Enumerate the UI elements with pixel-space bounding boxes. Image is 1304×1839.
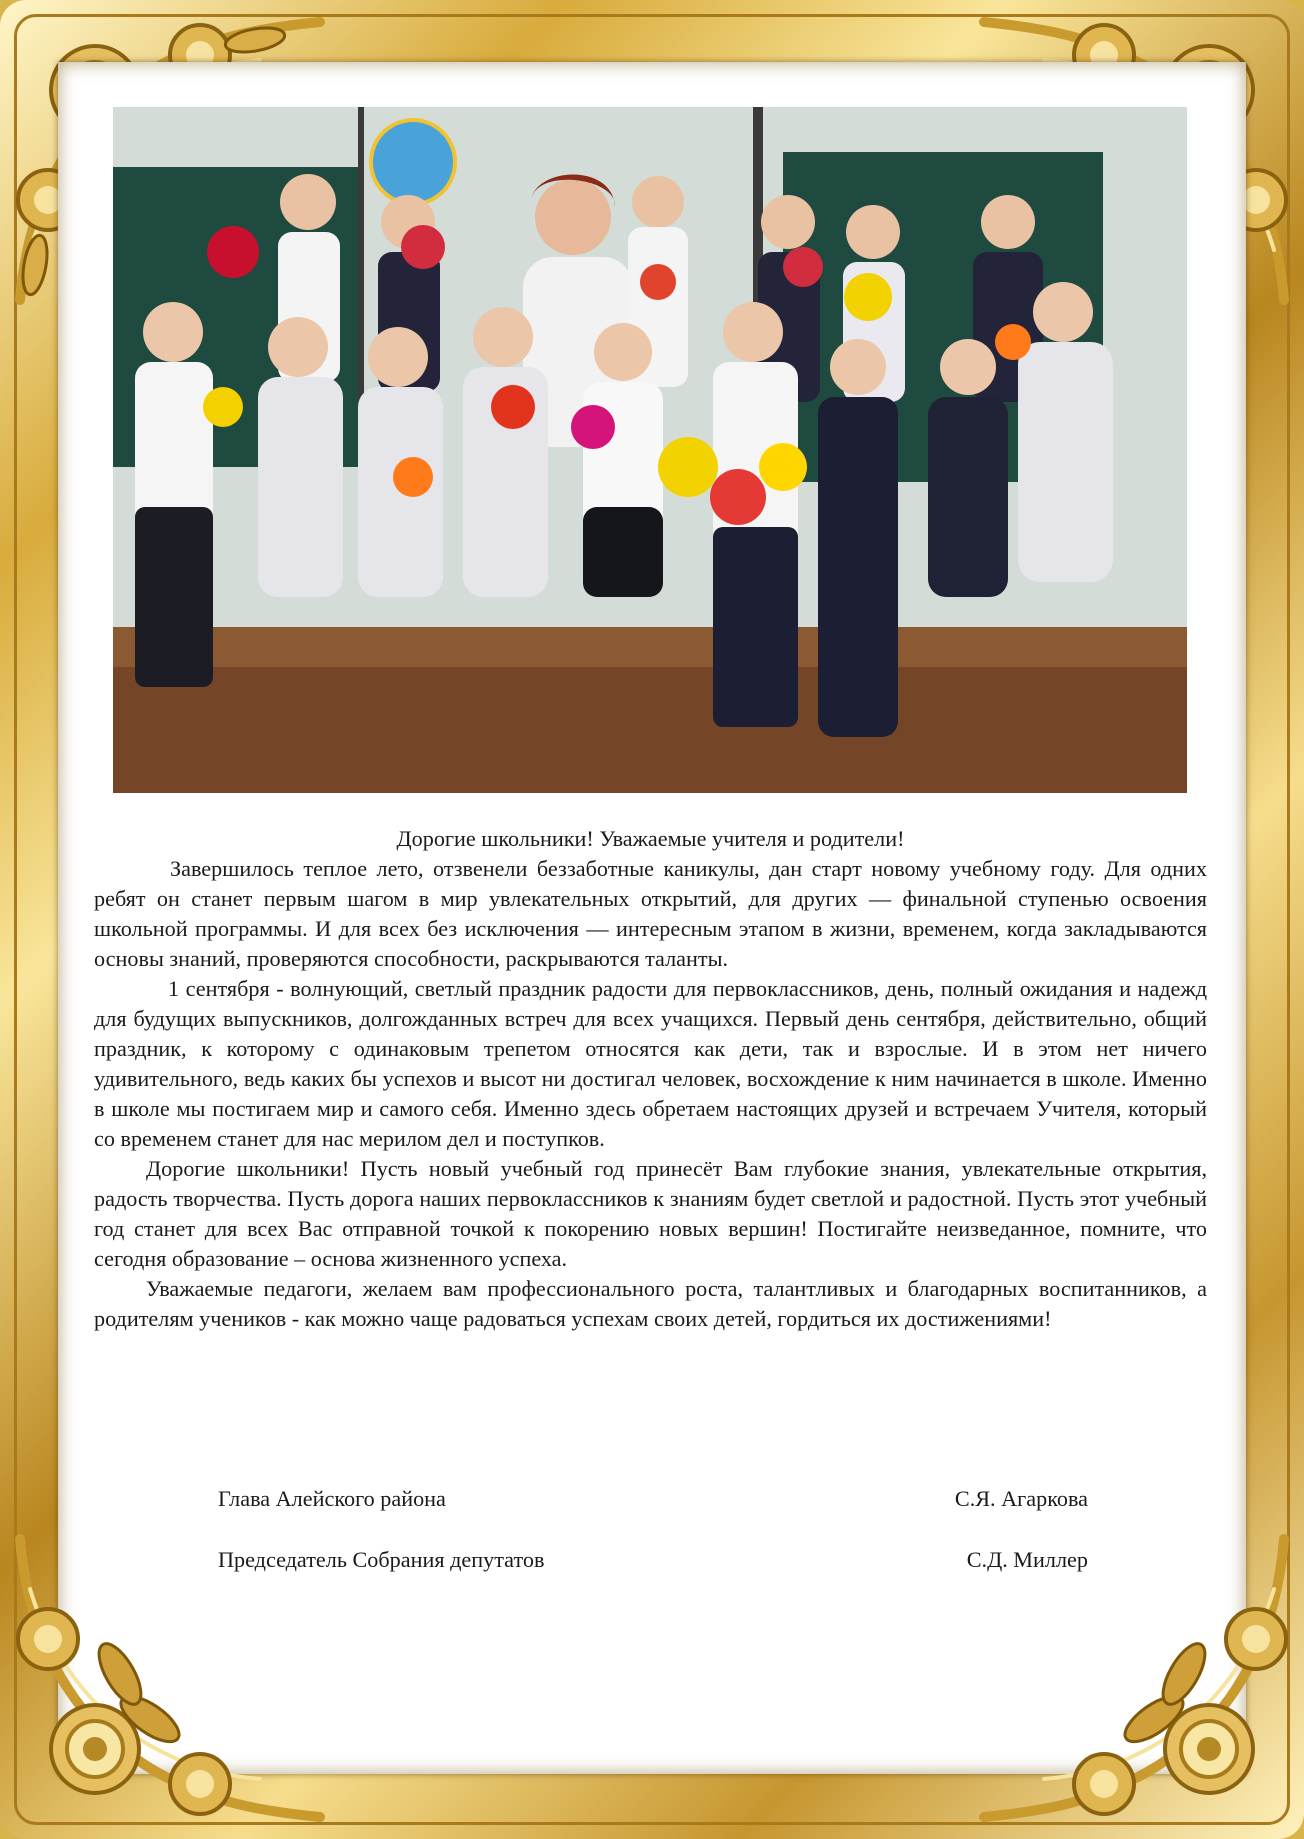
- class-photo-illustration: [113, 107, 1187, 793]
- signature-name: С.Д. Миллер: [966, 1547, 1088, 1572]
- letter-paragraph: Дорогие школьники! Пусть новый учебный год принесёт Вам глубокие знания, увлекательные открытия, радость творчества. Пусть дорога наших первоклассников к знаниям будет светлой и радостной. Пусть этот учебный год станет для всех Вас отправной точкой к покорению новых вершин! Постигайте неизведанное, помните, что сегодня образование – основа жизненного успеха.: [94, 1156, 1207, 1271]
- signature-role: Председатель Собрания депутатов: [218, 1547, 545, 1572]
- signature-name: С.Я. Агаркова: [954, 1486, 1088, 1511]
- letter-paragraph: Уважаемые педагоги, желаем вам профессионального роста, талантливых и благодарных воспитанников, а родителям учеников - как можно чаще радоваться успехам своих детей, гордиться их достижениями!: [94, 1276, 1207, 1331]
- class-photo: [113, 107, 1187, 793]
- signature-role: Глава Алейского района: [218, 1486, 446, 1511]
- letter-greeting: Дорогие школьники! Уважаемые учителя и родители!: [396, 826, 905, 851]
- letter-paragraph: 1 сентября - волнующий, светлый праздник радости для первоклассников, день, полный ожидания и надежд для будущих выпускников, долгожданных встреч для всех учащихся. Первый день сентября, действительно, общий праздник, к которому с одинаковым трепетом относятся как дети, так и взрослые. И в этом нет ничего удивительного, ведь каких бы успехов и высот ни достигал человек, восхождение к ним начинается в школе. Именно в школе мы постигаем мир и самого себя. Именно здесь обретаем настоящих друзей и встречаем Учителя, который со временем станет для нас мерилом дел и поступков.: [94, 976, 1207, 1151]
- letter-paragraph: Завершилось теплое лето, отзвенели беззаботные каникулы, дан старт новому учебному году. Для одних ребят он станет первым шагом в мир увлекательных открытий, для других — финальной ступенью освоения школьной программы. И для всех без исключения — интересным этапом в жизни, временем, когда закладываются основы знаний, проверяются способности, раскрываются таланты.: [94, 856, 1207, 971]
- letter-body: [94, 824, 1207, 1334]
